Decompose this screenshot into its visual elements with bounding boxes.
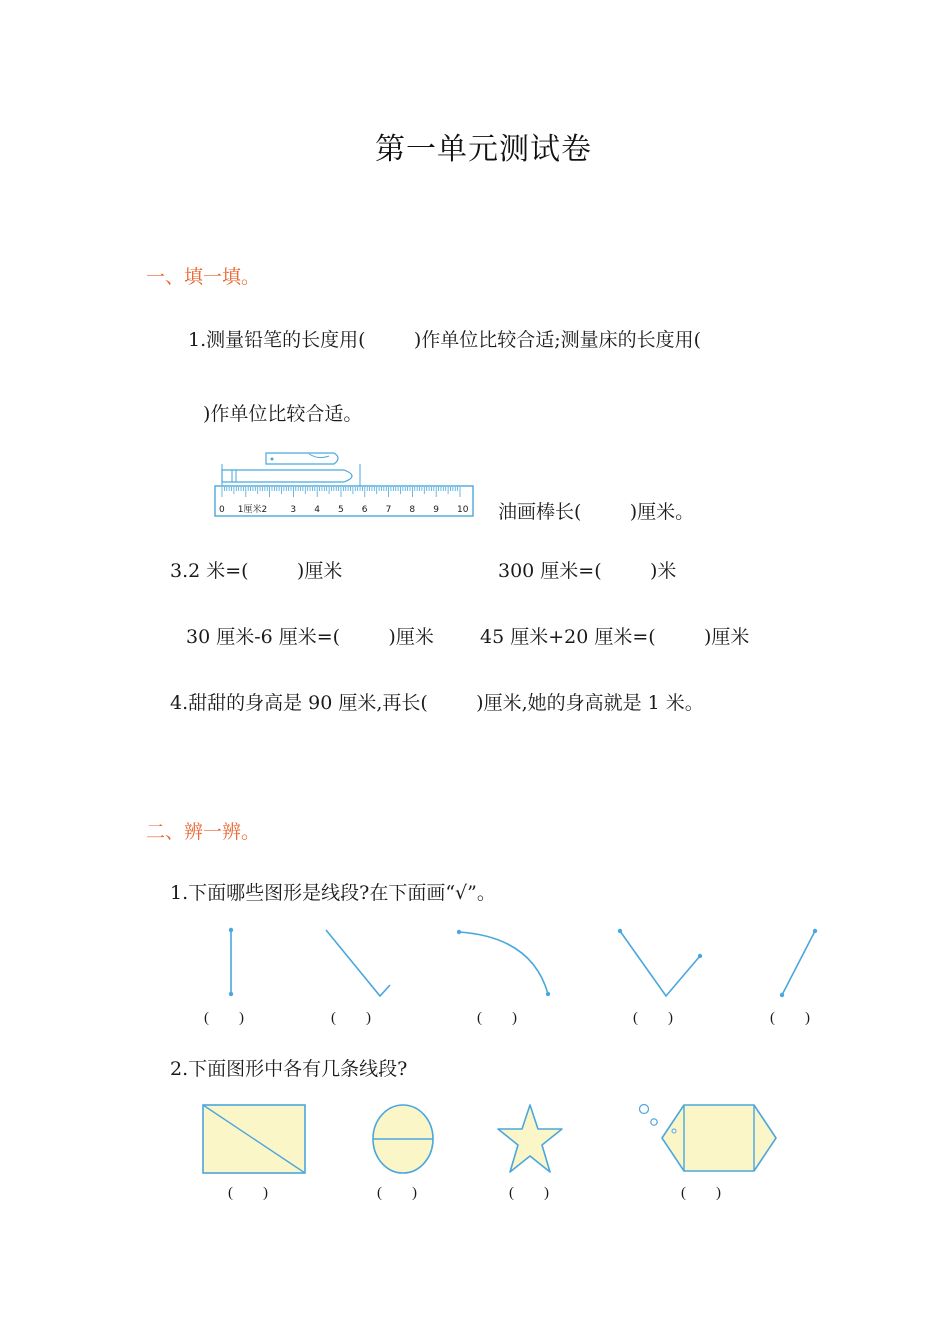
- figure-angled-line: [320, 925, 395, 1000]
- question-4: 4.甜甜的身高是 90 厘米,再长( )厘米,她的身高就是 1 米。: [170, 692, 704, 714]
- answer-blank[interactable]: ( ): [509, 1185, 549, 1201]
- section-2-heading: 二、辨一辨。: [146, 821, 261, 843]
- section-2-question-1: 1.下面哪些图形是线段?在下面画“√”。: [170, 882, 496, 904]
- question-3a: 3.2 米=( )厘米: [170, 560, 343, 582]
- ruler-tick-label: 10: [457, 505, 469, 515]
- question-3b: 300 厘米=( )米: [498, 560, 677, 582]
- section-2-question-2: 2.下面图形中各有几条线段?: [170, 1058, 408, 1080]
- question-3d: 45 厘米+20 厘米=( )厘米: [480, 626, 750, 648]
- question-1-line-1: 1.测量铅笔的长度用( )作单位比较合适;测量床的长度用(: [188, 329, 702, 351]
- figure-circle-chord: [370, 1102, 438, 1177]
- answer-blank[interactable]: ( ): [377, 1185, 417, 1201]
- question-1-line-2: )作单位比较合适。: [203, 403, 363, 425]
- answer-blank[interactable]: ( ): [204, 1010, 244, 1026]
- answer-blank[interactable]: ( ): [770, 1010, 810, 1026]
- ruler-tick-label: 6: [361, 505, 368, 515]
- figure-star: [496, 1102, 564, 1177]
- figure-slanted-segment: [775, 925, 825, 1000]
- answer-blank[interactable]: ( ): [681, 1185, 721, 1201]
- question-2-text: 油画棒长( )厘米。: [498, 501, 695, 523]
- ruler-tick-label: 7: [385, 505, 392, 515]
- answer-blank[interactable]: ( ): [633, 1010, 673, 1026]
- section-1-heading: 一、填一填。: [146, 266, 261, 288]
- answer-blank[interactable]: ( ): [228, 1185, 268, 1201]
- figure-curve: [452, 925, 552, 1000]
- ruler-tick-label: 9: [433, 505, 439, 515]
- ruler-tick-label: 0: [219, 505, 225, 515]
- question-3c: 30 厘米-6 厘米=( )厘米: [186, 626, 434, 648]
- figure-v-shape: [612, 925, 707, 1000]
- ruler-tick-label: 8: [409, 505, 416, 515]
- ruler-tick-label: 3: [290, 505, 297, 515]
- figure-rectangle-diagonal: [200, 1102, 310, 1177]
- ruler-tick-label: 5: [338, 505, 344, 515]
- figure-vertical-segment: [220, 925, 240, 1000]
- figure-fish-hexagon: [632, 1100, 782, 1178]
- ruler-crayon-illustration: [214, 448, 476, 520]
- answer-blank[interactable]: ( ): [477, 1010, 517, 1026]
- answer-blank[interactable]: ( ): [331, 1010, 371, 1026]
- ruler-tick-label: 1厘米2: [237, 505, 268, 515]
- ruler-tick-label: 4: [314, 505, 320, 515]
- page-title: 第一单元测试卷: [375, 132, 592, 167]
